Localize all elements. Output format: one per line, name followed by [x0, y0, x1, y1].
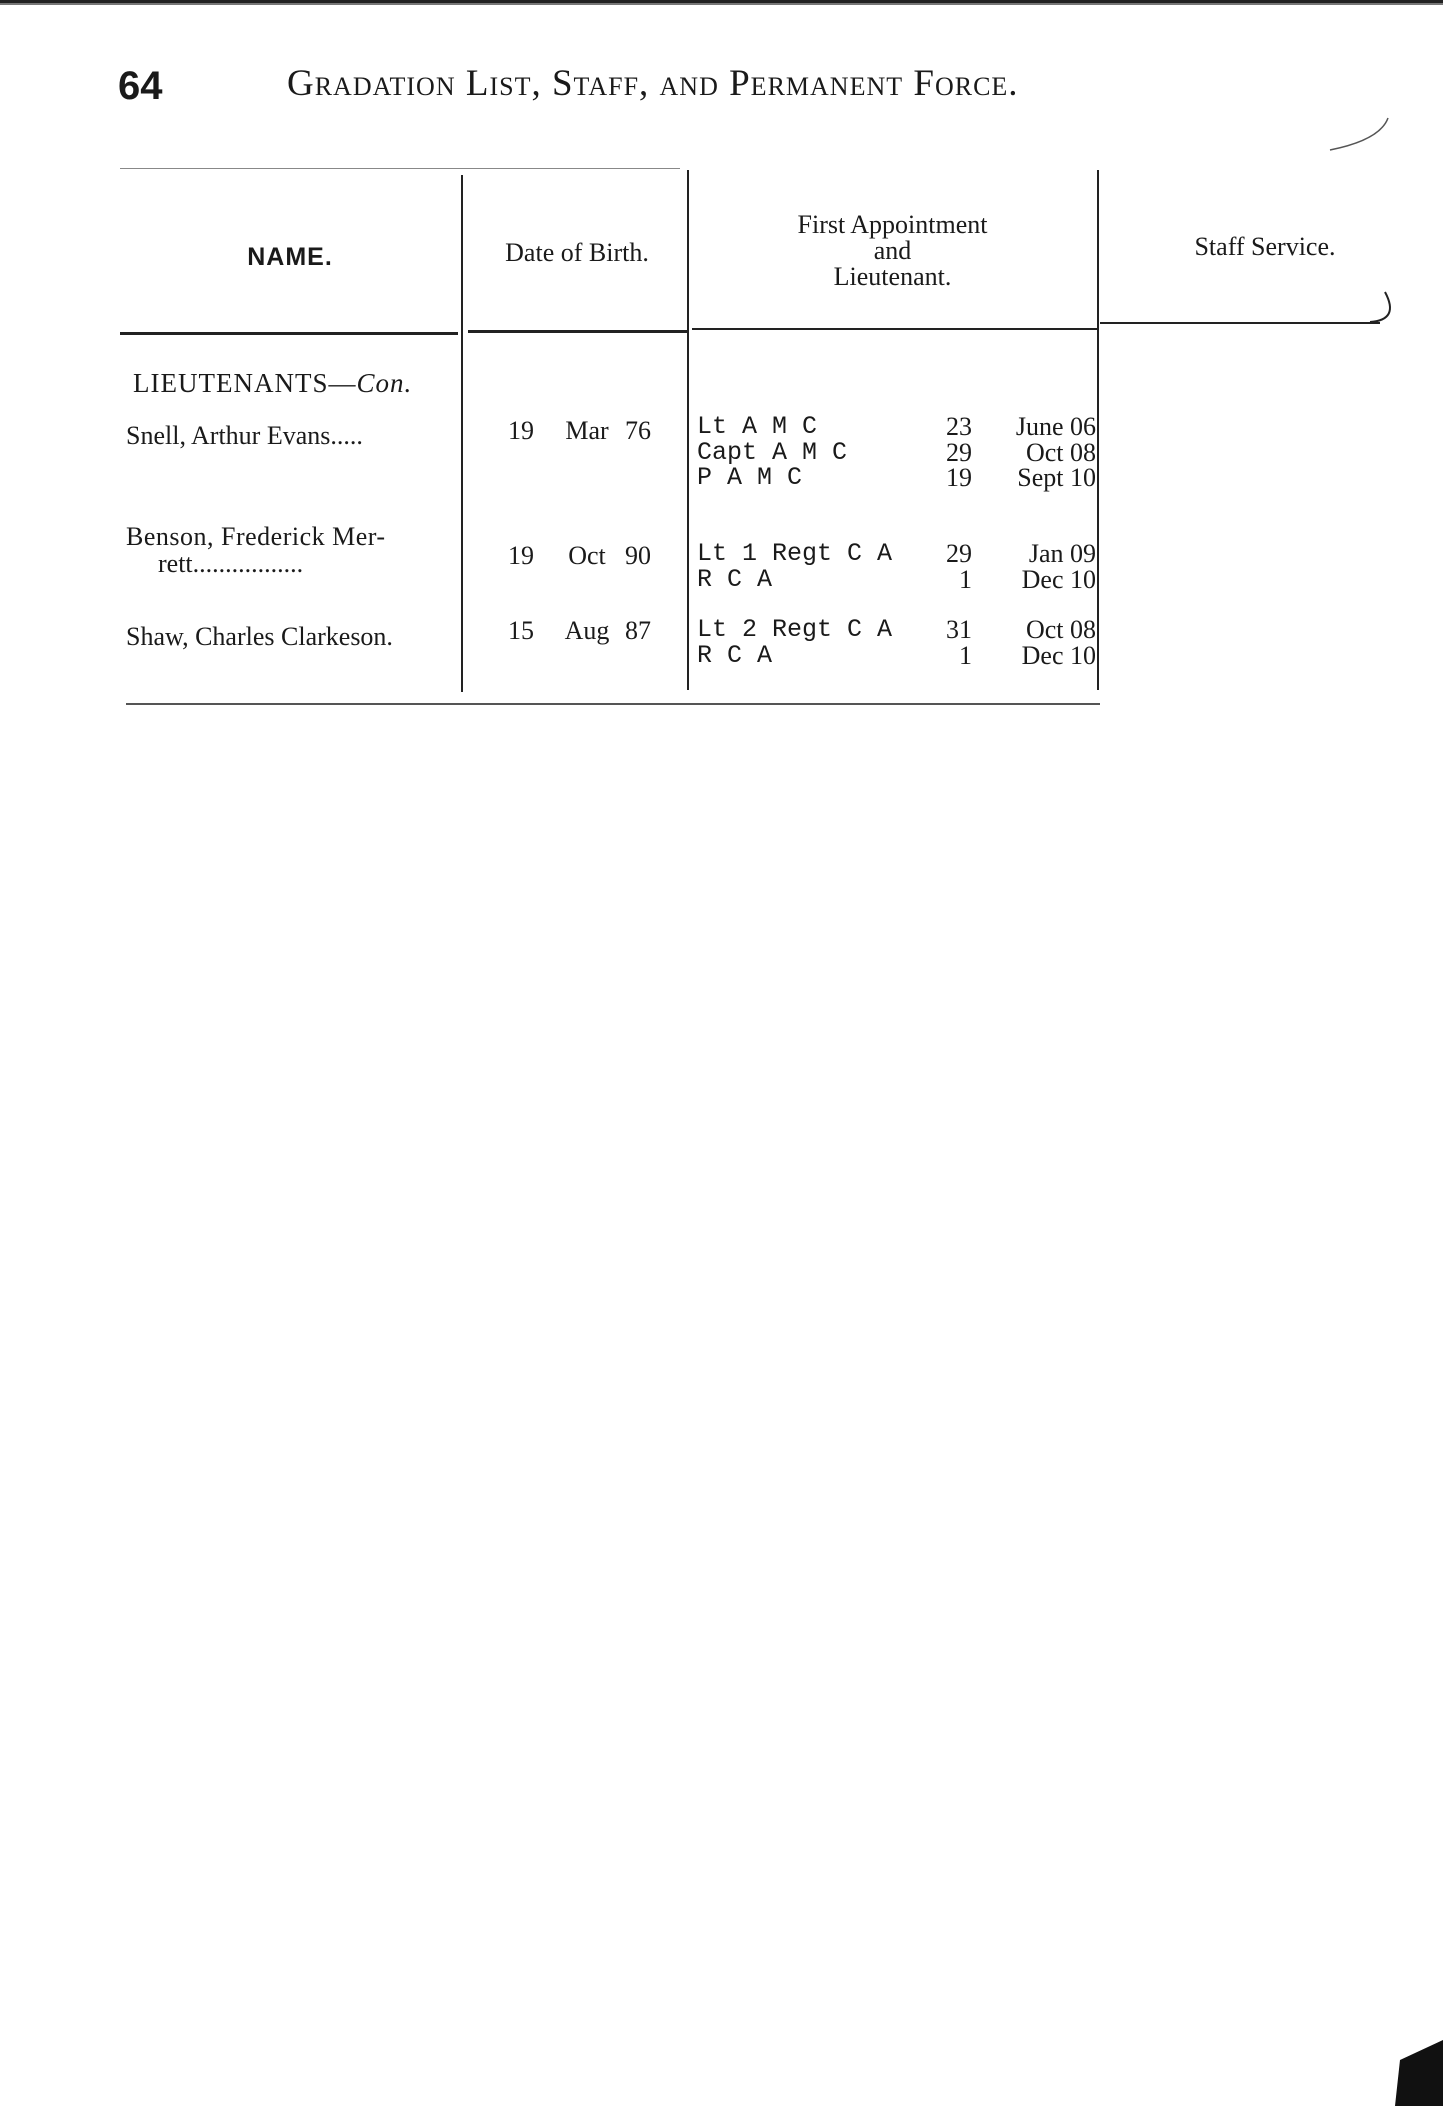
table-row-3-name: Shaw, Charles Clarkeson. [126, 622, 393, 651]
header-bottom-rule-2 [468, 330, 688, 333]
table-row-1-appointment-3-unit: P A M C [697, 463, 803, 492]
table-row-2-appointment-1-unit: Lt 1 Regt C A [697, 539, 893, 568]
column-header-date-of-birth: Date of Birth. [505, 238, 649, 267]
column-header-first-appointment-line3: Lieutenant. [833, 262, 952, 291]
table-row-2-name-line2: rett................. [158, 549, 304, 578]
section-title [133, 368, 412, 399]
header-bottom-rule-4 [1100, 322, 1380, 324]
column-header-first-appointment-line2: and [873, 236, 912, 265]
table-row-2-dob-day: 19 [508, 541, 534, 570]
table-row-1-appointment-1-unit: Lt A M C [697, 412, 818, 441]
table-row-1-appointment-1-day: 23 [946, 412, 972, 441]
table-row-1-appointment-2-unit: Capt A M C [697, 438, 848, 467]
table-bottom-rule [126, 703, 1100, 705]
table-row-3-appointment-1-unit: Lt 2 Regt C A [697, 615, 893, 644]
page-title: Gradation List, Staff, and Permanent Force. [287, 63, 1019, 104]
table-row-2-appointment-2-unit: R C A [697, 565, 773, 594]
table-row-3-dob-day: 15 [508, 616, 534, 645]
table-row-2-appointment-2-date: Dec 10 [1021, 565, 1096, 594]
column-header-first-appointment-line1: First Appointment [797, 210, 988, 239]
table-row-1-name: Snell, Arthur Evans..... [126, 421, 363, 450]
column-divider-3 [1097, 170, 1099, 690]
top-border-rule [0, 0, 1443, 8]
table-row-3-dob-year: 87 [625, 616, 651, 645]
table-row-2-name-line1: Benson, Frederick Mer- [126, 522, 386, 551]
table-row-3-appointment-2-day: 1 [959, 641, 972, 670]
column-header-name: NAME. [247, 243, 333, 271]
table-row-2-appointment-1-date: Jan 09 [1028, 539, 1096, 568]
table-row-2-appointment-1-day: 29 [946, 539, 972, 568]
table-row-3-dob-month: Aug [564, 616, 610, 645]
table-row-1-appointment-1-date: June 06 [1015, 412, 1096, 441]
table-row-1-dob-year: 76 [625, 416, 651, 445]
column-divider-1 [461, 175, 463, 692]
table-row-1-appointment-3-day: 19 [946, 463, 972, 492]
staff-header-curve [1370, 292, 1390, 322]
header-bottom-rule [120, 332, 458, 335]
page-number: 64 [118, 64, 163, 108]
table-row-1-appointment-3-date: Sept 10 [1017, 463, 1096, 492]
table-row-2-dob-year: 90 [625, 541, 651, 570]
table-row-1-dob-month: Mar [565, 416, 609, 445]
column-header-staff-service: Staff Service. [1194, 232, 1336, 261]
table-row-2-dob-month: Oct [568, 541, 606, 570]
column-header-first-appointment [690, 212, 1095, 290]
table-top-rule [120, 168, 680, 169]
table-row-2-appointment-2-day: 1 [959, 565, 972, 594]
table-row-1-appointment-2-date: Oct 08 [1025, 438, 1096, 467]
bottom-corner-shape [1395, 2040, 1443, 2106]
table-row-3-appointment-1-day: 31 [946, 615, 972, 644]
header-bottom-rule-3 [692, 328, 1097, 330]
table-row-3-appointment-2-unit: R C A [697, 641, 773, 670]
section-title-suffix: Con. [356, 368, 413, 398]
table-row-1-appointment-2-day: 29 [946, 438, 972, 467]
table-row-3-appointment-2-date: Dec 10 [1021, 641, 1096, 670]
table-row-3-appointment-1-date: Oct 08 [1025, 615, 1096, 644]
section-title-text: LIEUTENANTS— [133, 368, 357, 398]
table-row-1-dob-day: 19 [508, 416, 534, 445]
top-right-curve [1330, 118, 1388, 150]
